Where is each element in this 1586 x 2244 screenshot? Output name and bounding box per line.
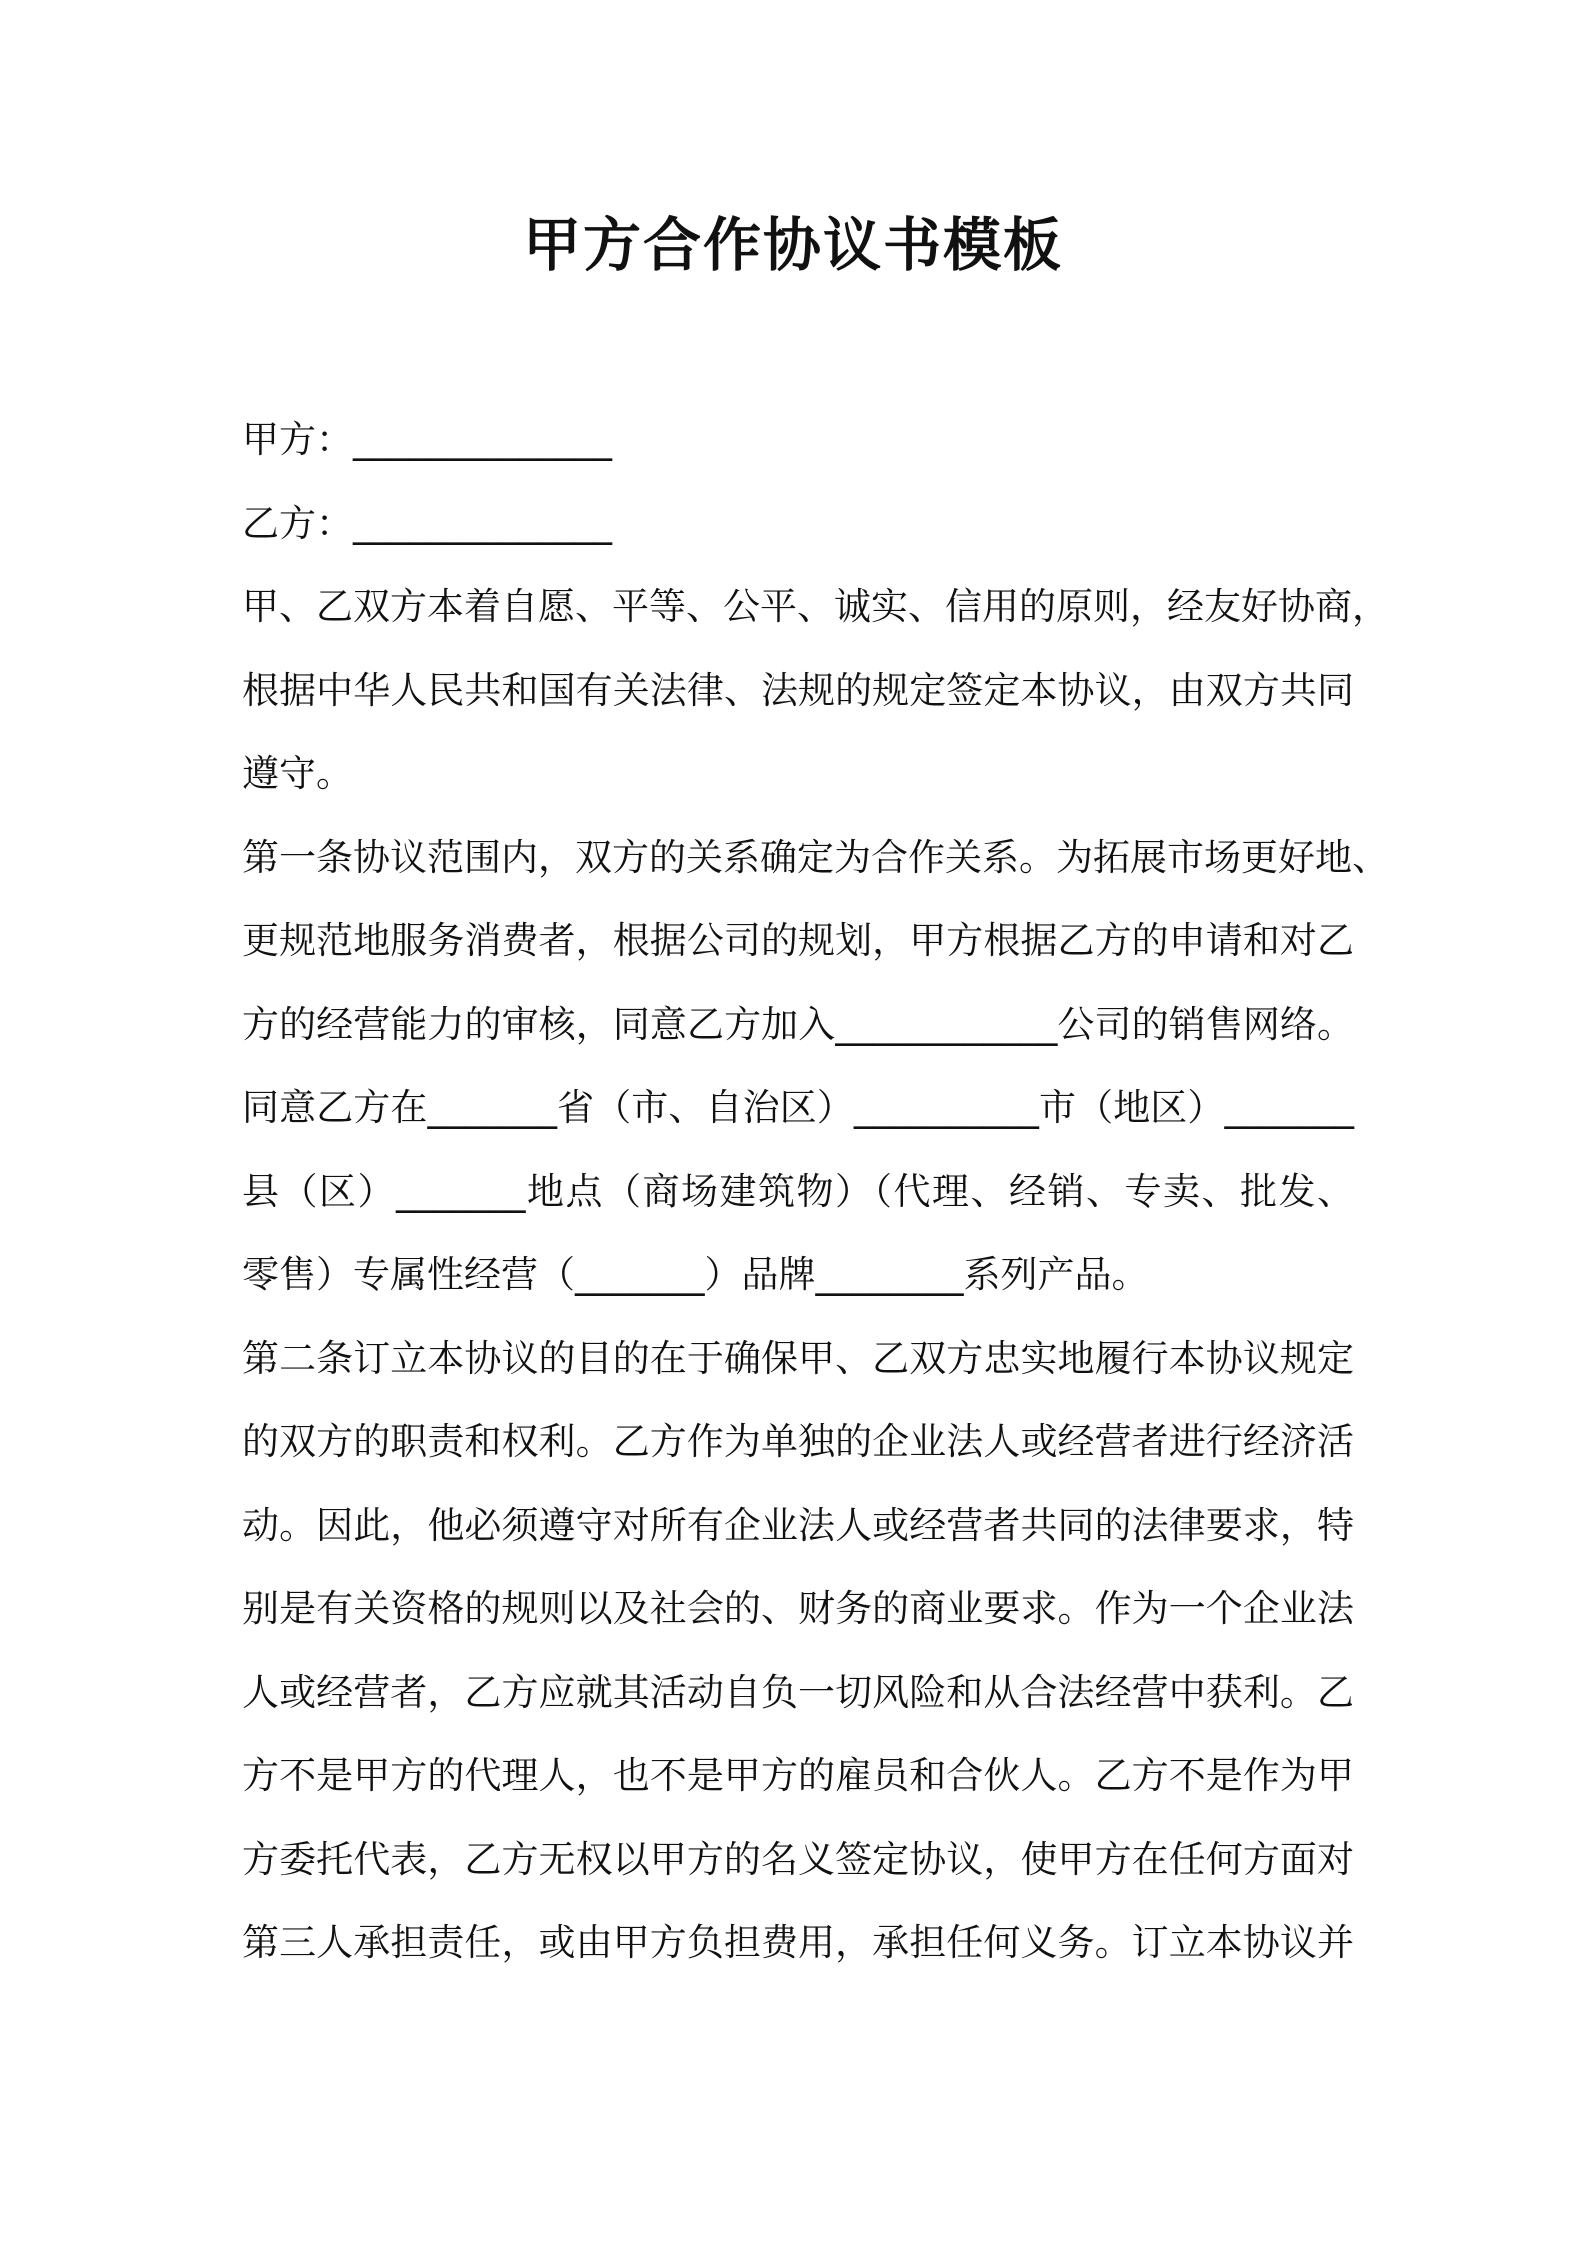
body-text-line: 县（区）_______地点（商场建筑物）（代理、经销、专卖、批发、	[242, 1169, 1354, 1213]
body-text-line: 方不是甲方的代理人，也不是甲方的雇员和合伙人。乙方不是作为甲	[242, 1754, 1354, 1797]
document-body	[242, 398, 1389, 1985]
body-text-line: 更规范地服务消费者，根据公司的规划，甲方根据乙方的申请和对乙	[242, 919, 1354, 962]
body-text-line: 动。因此，他必须遵守对所有企业法人或经营者共同的法律要求，特	[242, 1503, 1354, 1547]
body-text-line: 根据中华人民共和国有关法律、法规的规定签定本协议，由双方共同	[242, 668, 1354, 712]
body-text-line: 第一条协议范围内，双方的关系确定为合作关系。为拓展市场更好地、	[242, 835, 1389, 879]
body-text-line: 别是有关资格的规则以及社会的、财务的商业要求。作为一个企业法	[242, 1587, 1354, 1630]
body-text-line: 第三人承担责任，或由甲方负担费用，承担任何义务。订立本协议并	[242, 1921, 1354, 1964]
body-text-line: 人或经营者，乙方应就其活动自负一切风险和从合法经营中获利。乙	[242, 1670, 1354, 1714]
body-text-line: 同意乙方在_______省（市、自治区）__________市（地区）_______	[242, 1086, 1354, 1129]
document-title: 甲方合作协议书模板	[522, 211, 1063, 279]
body-text-line: 甲、乙双方本着自愿、平等、公平、诚实、信用的原则，经友好协商，	[242, 585, 1389, 628]
body-text-line: 第二条订立本协议的目的在于确保甲、乙双方忠实地履行本协议规定	[242, 1336, 1354, 1380]
body-text-line: 的双方的职责和权利。乙方作为单独的企业法人或经营者进行经济活	[242, 1420, 1354, 1463]
body-text-line: 方委托代表，乙方无权以甲方的名义签定协议，使甲方在任何方面对	[242, 1837, 1354, 1881]
body-text-line: 零售）专属性经营（_______）品牌________系列产品。	[242, 1253, 1149, 1296]
body-text-line: 方的经营能力的审核，同意乙方加入____________公司的销售网络。	[242, 1002, 1354, 1046]
party-b-line: 乙方：______________	[242, 501, 612, 545]
party-a-line: 甲方：______________	[242, 418, 612, 461]
body-text-line: 遵守。	[242, 752, 353, 795]
